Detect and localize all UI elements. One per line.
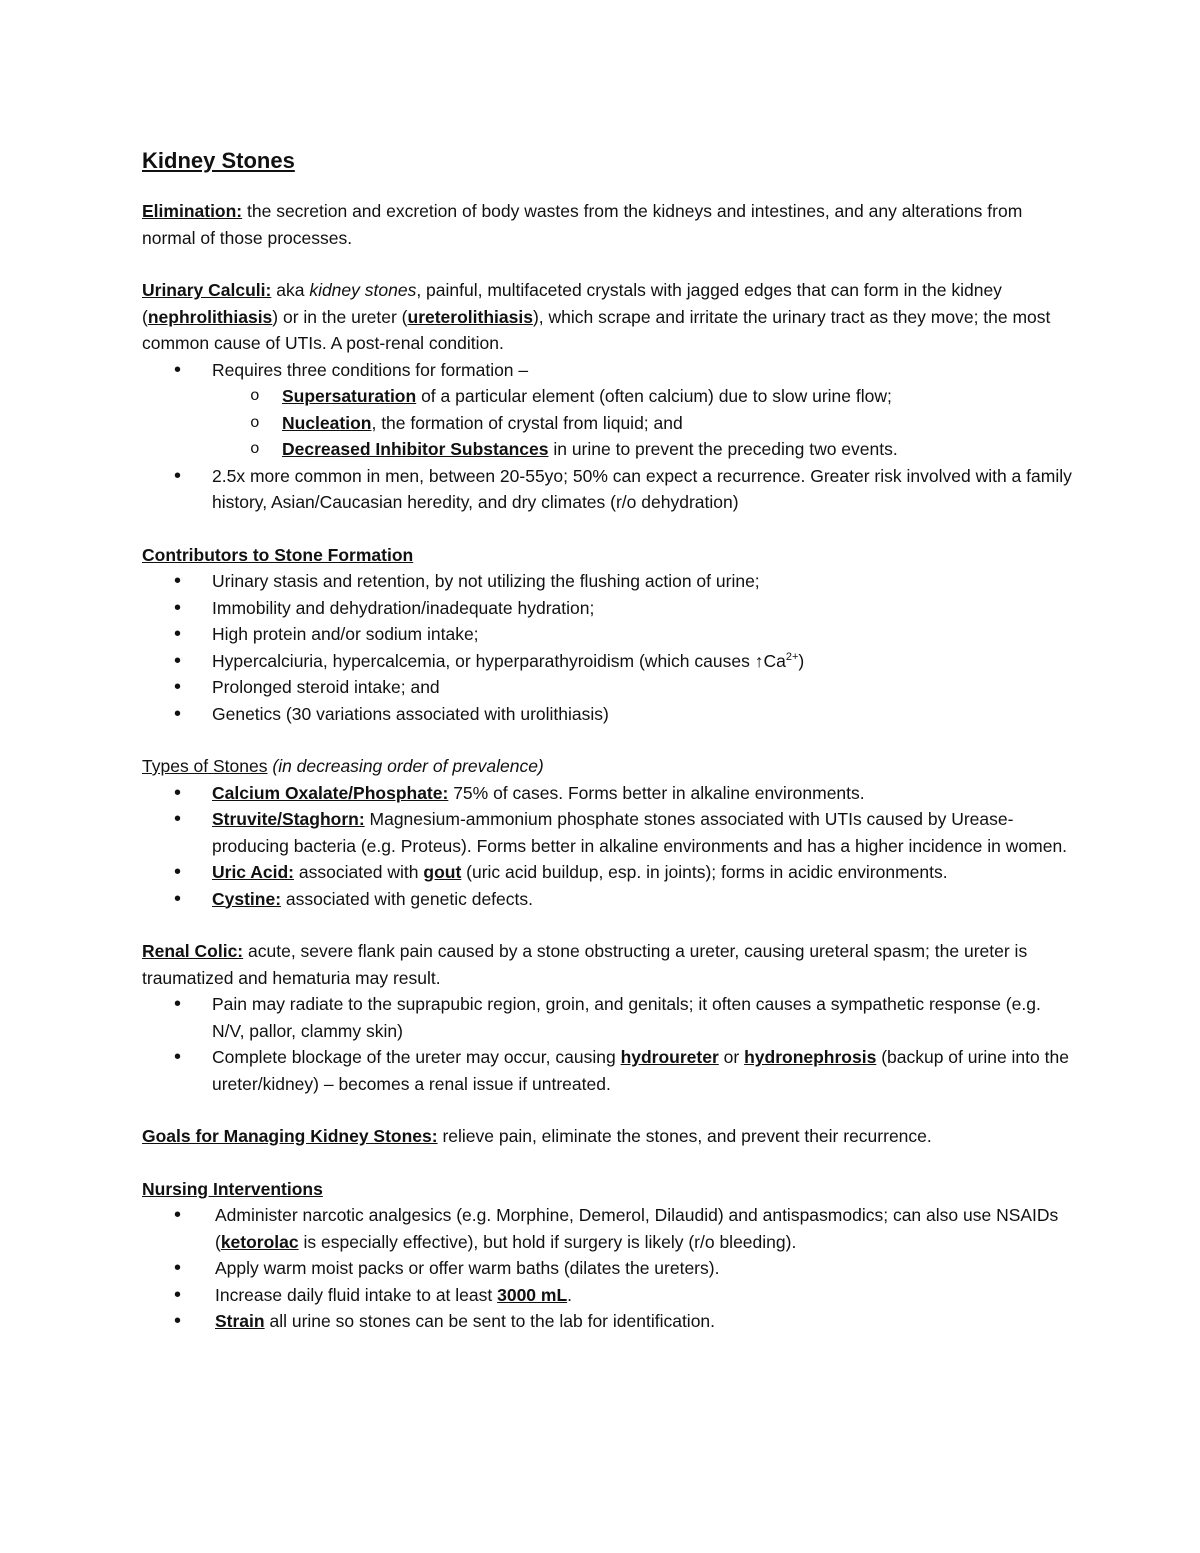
sub-item-text: of a particular element (often calcium) due to slow urine flow;: [416, 386, 892, 406]
list-item-text: Magnesium-ammonium phosphate stones associated with UTIs caused by Urease-producing bacteria (e.g. Proteus). Forms better in alkaline environments and has a higher incidence in women.: [212, 809, 1068, 856]
list-item: [142, 1202, 1072, 1255]
contributors-list: [142, 568, 1072, 727]
sub-item-term: Decreased Inhibitor Substances: [282, 439, 549, 459]
list-item: [142, 991, 1072, 1044]
list-item: [142, 1308, 1072, 1335]
list-item: [142, 1044, 1072, 1097]
list-item-text: Genetics (30 variations associated with urolithiasis): [212, 703, 609, 724]
text-fragment: ) or in the ureter (: [272, 306, 408, 327]
list-item: [142, 1255, 1072, 1282]
superscript: 2+: [785, 650, 799, 663]
list-item: [142, 674, 1072, 701]
types-heading-line: [142, 753, 1072, 780]
list-item: [142, 780, 1072, 807]
calculi-bullet-list: [142, 357, 1072, 516]
ketorolac-term: ketorolac: [220, 1231, 299, 1252]
stone-type-term: Struvite/Staghorn:: [212, 809, 365, 829]
text-fragment: .: [567, 1284, 573, 1305]
list-item: [142, 701, 1072, 728]
types-note: (in decreasing order of prevalence): [267, 756, 544, 776]
renal-colic-text: acute, severe flank pain caused by a stone obstructing a ureter, causing ureteral spasm; the ureter is traumatized and hematuria may result.: [142, 941, 1028, 988]
elimination-term: Elimination:: [142, 201, 243, 221]
text-fragment: ), which scrape and irritate the urinary tract as they move; the most common cause of UTIs. A post-renal condition.: [142, 306, 1051, 353]
list-item: [142, 568, 1072, 595]
document-page: [142, 140, 1072, 1361]
list-item-text: associated with genetic defects.: [281, 888, 533, 909]
sub-item-text: in urine to prevent the preceding two events.: [548, 439, 898, 459]
list-item: [142, 648, 1072, 675]
goals-text: relieve pain, eliminate the stones, and prevent their recurrence.: [437, 1126, 932, 1146]
sub-list-item: [142, 410, 1072, 437]
text-fragment: ): [798, 650, 805, 671]
renal-colic-section: [142, 938, 1072, 1097]
nursing-list: [142, 1202, 1072, 1335]
list-item-text: Increase daily fluid intake to at least: [215, 1284, 498, 1305]
elimination-paragraph: [142, 198, 1072, 251]
urinary-calculi-paragraph: [142, 277, 1072, 357]
nephrolithiasis-term: nephrolithiasis: [147, 306, 273, 327]
conditions-sublist: [142, 383, 1072, 463]
list-item: [142, 357, 1072, 463]
goals-term: Goals for Managing Kidney Stones:: [142, 1126, 438, 1146]
fluid-amount-term: 3000 mL: [497, 1284, 568, 1305]
contributors-section: [142, 542, 1072, 728]
text-fragment: (backup of urine into the ureter/kidney) – becomes a renal issue if untreated.: [212, 1047, 1069, 1094]
goals-section: [142, 1123, 1072, 1150]
list-item: [142, 463, 1072, 516]
list-item-text: Urinary stasis and retention, by not utilizing the flushing action of urine;: [212, 571, 760, 591]
page-title: Kidney Stones: [142, 148, 295, 173]
types-section: [142, 753, 1072, 912]
list-item: [142, 886, 1072, 913]
list-item-text: Pain may radiate to the suprapubic region, groin, and genitals; it often causes a sympathetic response (e.g. N/V, pallor, clammy skin): [212, 994, 1041, 1041]
ureterolithiasis-term: ureterolithiasis: [407, 306, 533, 327]
sub-item-term: Supersaturation: [282, 386, 417, 406]
list-item-text: 75% of cases. Forms better in alkaline environments.: [448, 782, 865, 803]
stone-type-term: Cystine:: [212, 888, 282, 909]
renal-colic-term: Renal Colic:: [142, 941, 244, 961]
gout-term: gout: [423, 862, 462, 882]
sub-item-text: , the formation of crystal from liquid; and: [371, 412, 683, 433]
sub-list-item: [142, 436, 1072, 463]
text-fragment: or: [718, 1047, 745, 1067]
list-item: [142, 806, 1072, 859]
renal-colic-list: [142, 991, 1072, 1097]
strain-term: Strain: [215, 1311, 265, 1331]
text-fragment: aka: [271, 280, 310, 300]
text-fragment: is especially effective), but hold if surgery is likely (r/o bleeding).: [298, 1231, 797, 1252]
list-item-text: High protein and/or sodium intake;: [212, 624, 479, 644]
urinary-calculi-section: [142, 277, 1072, 516]
list-item: [142, 621, 1072, 648]
stone-type-term: Calcium Oxalate/Phosphate:: [212, 782, 449, 803]
list-item-text: 2.5x more common in men, between 20-55yo; 50% can expect a recurrence. Greater risk involved with a family history, Asian/Caucasian heredity, and dry climates (r/o dehydration): [212, 465, 1072, 512]
list-item-text: Hypercalciuria, hypercalcemia, or hyperparathyroidism (which causes ↑Ca: [212, 650, 786, 671]
list-item-text: Requires three conditions for formation –: [212, 359, 529, 380]
urinary-calculi-term: Urinary Calculi:: [142, 280, 272, 300]
text-fragment: , painful, multifaceted crystals with jagged edges that can form in the kidney (: [142, 280, 1002, 327]
contributors-heading: Contributors to Stone Formation: [142, 544, 414, 565]
types-heading: Types of Stones: [142, 756, 268, 776]
list-item-text: Complete blockage of the ureter may occur, causing: [212, 1047, 621, 1067]
elimination-text: the secretion and excretion of body wastes from the kidneys and intestines, and any alterations from normal of those processes.: [142, 201, 1023, 248]
list-item-text: associated with: [294, 862, 424, 882]
list-item-text: Administer narcotic analgesics (e.g. Morphine, Demerol, Dilaudid) and antispasmodics; can also use NSAIDs (: [215, 1205, 1059, 1252]
list-item-text: (uric acid buildup, esp. in joints); forms in acidic environments.: [461, 862, 948, 882]
list-item: [142, 859, 1072, 886]
types-list: [142, 780, 1072, 913]
list-item-text: Apply warm moist packs or offer warm baths (dilates the ureters).: [215, 1258, 720, 1278]
list-item: [142, 1282, 1072, 1309]
aka-term: kidney stones: [309, 280, 417, 300]
sub-item-term: Nucleation: [282, 412, 372, 433]
nursing-section: [142, 1176, 1072, 1335]
list-item-text: Prolonged steroid intake; and: [212, 677, 440, 697]
sub-list-item: [142, 383, 1072, 410]
renal-colic-paragraph: [142, 938, 1072, 991]
stone-type-term: Uric Acid:: [212, 862, 295, 882]
list-item-text: Immobility and dehydration/inadequate hydration;: [212, 597, 595, 618]
hydronephrosis-term: hydronephrosis: [744, 1047, 877, 1067]
nursing-heading: Nursing Interventions: [142, 1178, 323, 1199]
list-item-text: all urine so stones can be sent to the lab for identification.: [264, 1311, 716, 1331]
list-item: [142, 595, 1072, 622]
hydroureter-term: hydroureter: [620, 1047, 719, 1067]
